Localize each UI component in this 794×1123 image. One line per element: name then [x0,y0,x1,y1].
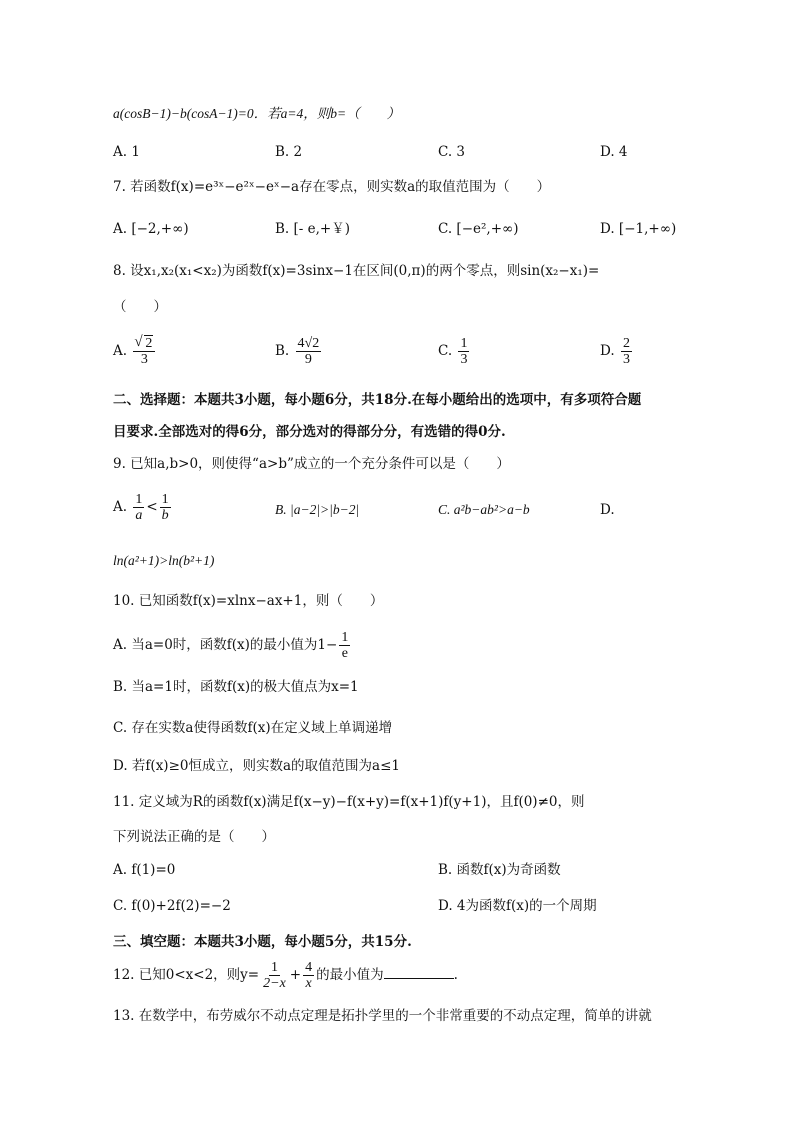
q12-end: . [453,967,458,983]
q8-option-c-denominator: 3 [460,352,468,367]
q7-option-a: A. [−2,+∞) [113,221,189,237]
section-2-header-line2: 目要求.全部选对的得6分，部分选对的得部分分，有选错的得0分. [113,424,506,440]
q10-option-c: C. 存在实数a使得函数f(x)在定义域上单调递增 [113,720,393,736]
q6-condition-line: a(cosB−1)−b(cosA−1)=0．若a=4，则b=（ ） [113,106,401,121]
q12-suffix: 的最小值为 [316,967,384,983]
q6-option-d: D. 4 [600,144,628,160]
q9-option-a-left-fraction: $\frac{1}{a}$ [135,492,143,523]
q8-option-d-label: D. [600,343,615,359]
sqrt-sign [135,336,153,351]
q9-option-a: A. $\frac{1}{a}$ < $\frac{1}{b}$ [113,492,169,523]
q8-option-a [113,336,157,367]
q11-option-a: A. f(1)=0 [113,862,176,878]
q12-fraction-2 [303,960,314,991]
q8-option-c-numerator: 1 [460,336,468,351]
q8-option-b-label: B. [275,343,290,359]
q7-option-c: C. [−e²,+∞) [438,221,519,237]
q9-option-a-right-fraction: $\frac{1}{b}$ [161,492,169,523]
q9-stem: 9. 已知a,b>0，则使得“a>b”成立的一个充分条件可以是（ ） [113,456,510,472]
q8-option-b-numerator: 4√2 [297,336,320,351]
q10-option-a-denominator: e [341,646,348,661]
q10-option-a-text: A. 当a=0时，函数f(x)的最小值为1− [113,637,338,653]
section-3-header: 三、填空题：本题共3小题，每小题5分，共15分. [113,934,412,950]
q8-option-c [438,336,471,367]
q8-option-c-label: C. [438,343,453,359]
q8-option-a-label: A. [113,343,128,359]
q12-fraction-1-numerator: 1 [270,960,278,975]
q12-stem [113,960,458,991]
q10-option-a-fraction [339,630,350,661]
q8-option-c-fraction [458,336,469,367]
q10-option-a [113,630,352,661]
q8-option-a-denominator: 3 [140,352,148,367]
q11-option-c: C. f(0)+2f(2)=−2 [113,898,231,914]
q8-option-b [275,336,323,367]
q12-fraction-2-numerator: 4 [305,960,313,975]
q7-stem: 7. 若函数f(x)=e³ˣ−e²ˣ−eˣ−a存在零点，则实数a的取值范围为（ ） [113,179,551,195]
q12-plus: + [289,967,302,983]
q13-stem: 13. 在数学中，布劳威尔不动点定理是拓扑学里的一个非常重要的不动点定理，简单的讲就 [113,1008,652,1024]
q7-option-b: B. [- e,+￥) [275,221,350,237]
section-2-header-line1: 二、选择题：本题共3小题，每小题6分，共18分.在每小题给出的选项中，有多项符合题 [113,392,642,408]
q8-option-d-numerator: 2 [622,336,630,351]
q10-option-d: D. 若f(x)≥0恒成立，则实数a的取值范围为a≤1 [113,758,400,774]
q11-stem-line1: 11. 定义域为R的函数f(x)满足f(x−y)−f(x+y)=f(x+1)f(y+1)，且f(0)≠0，则 [113,794,585,810]
q9-option-d-expression: ln(a²+1)>ln(b²+1) [113,553,215,568]
q12-prefix: 12. 已知0<x<2，则y= [113,967,260,983]
q9-option-b: B. |a−2|>|b−2| [275,502,360,517]
q10-option-a-numerator: 1 [341,630,349,645]
q8-option-a-fraction [133,336,155,367]
q11-option-d: D. 4为函数f(x)的一个周期 [438,898,597,914]
q8-option-b-denominator: 9 [304,352,312,367]
q10-stem: 10. 已知函数f(x)=xlnx−ax+1，则（ ） [113,593,384,609]
q12-fraction-1-denominator: 2−x [263,976,286,991]
q10-option-b: B. 当a=1时，函数f(x)的极大值点为x=1 [113,679,359,695]
q8-option-a-numerator: 2 [145,336,153,351]
q9-option-d-label: D. [600,502,615,518]
q8-stem: 8. 设x₁,x₂(x₁<x₂)为函数f(x)=3sinx−1在区间(0,π)的两个零点，则sin(x₂−x₁)= [113,263,600,279]
q11-option-b: B. 函数f(x)为奇函数 [438,862,561,878]
q12-fraction-2-denominator: x [305,976,312,991]
q6-option-a: A. 1 [113,144,140,160]
q8-option-d [600,336,634,367]
q9-option-a-label: A. [113,499,128,515]
q8-answer-paren: （ ） [113,299,167,315]
q12-answer-blank[interactable] [384,966,454,979]
q11-stem-line2: 下列说法正确的是（ ） [113,829,275,845]
q8-option-d-denominator: 3 [622,352,630,367]
q9-option-c: C. a²b−ab²>a−b [438,502,530,517]
q8-option-b-fraction [296,336,322,367]
q8-option-d-fraction [621,336,632,367]
q12-fraction-1 [261,960,288,991]
q6-option-b: B. 2 [275,144,303,160]
q6-option-c: C. 3 [438,144,466,160]
q7-option-d: D. [−1,+∞) [600,221,677,237]
